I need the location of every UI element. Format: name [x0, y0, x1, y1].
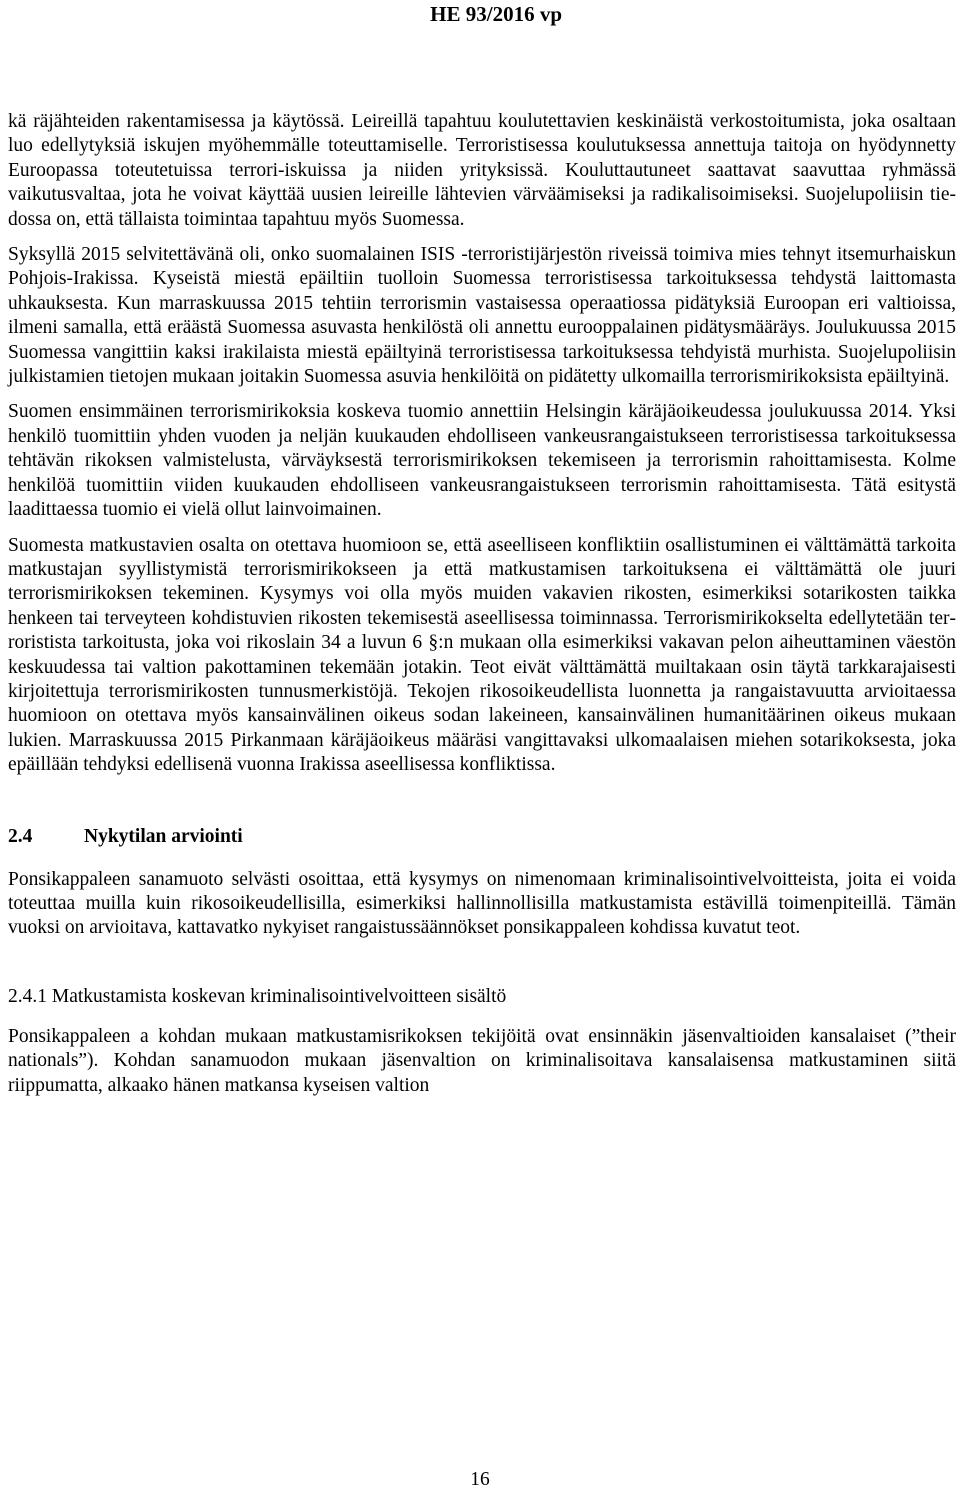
paragraph-first-verdict: Suomen ensimmäinen terrorismirikoksia koskeva tuomio annettiin Helsingin käräjäoikeudessa joulukuussa 2014. Yksi henkilö tuomittiin yhden vuoden ja neljän kuukauden ehdolliseen vankeusrangaistukseen terroristisessa tarkoituksessa tehtävän rikoksen valmistelusta, värväyksestä terrorismirikoksen tekemiseen ja terrorismin rahoittamisesta. Kolme henkilöä tuomittiin viiden kuukauden ehdolliseen vankeusrangaistukseen terrorismin rahoittamisesta. Tätä esitystä laadittaessa tuomio ei vielä ollut lainvoimainen. [8, 401, 956, 521]
subsection-heading: 2.4.1 Matkustamista koskevan kriminalisointivelvoitteen sisältö [8, 985, 507, 1007]
paragraph-travellers: Suomesta matkustavien osalta on otettava huomioon se, että aseelliseen konfliktiin osallistuminen ei välttämättä tarkoita matkustajan syyllistymistä terrorismirikokseen ja että matkustamisen tarkoituksena ei välttämättä ole juuri terrorismirikoksen tekeminen. Kysymys voi olla myös muiden vakavien rikosten, esimerkiksi sotarikosten taikka henkeen tai terveyteen kohdistuvien rikosten tekemisestä aseellisessa toiminnassa. Terrorismirikokselta edellytetään terroristista tarkoitusta, joka voi rikoslain 34 a luvun 6 §:n mukaan olla esimerkiksi vakavan pelon aiheuttaminen väestön keskuudessa tai valtion pakottaminen tekemään jotakin. Teot eivät välttämättä muiltakaan osin täytä tarkkarajaisesti kirjoitettuja terrorismirikosten tunnusmerkistöjä. Tekojen rikosoikeudellista luonnetta ja rangaistavuutta arvioitaessa huomioon on otettava myös kansainvälinen oikeus sodan lakeineen, kansainvälinen humanitäärinen oikeus mukaan lukien. Marraskuussa 2015 Pirkanmaan käräjäoikeus määräsi vangittavaksi ulkomaalaisen miehen sotarikoksesta, joka epäillään tehdyksi edellisenä vuonna Irakissa aseellisessa konfliktissa. [8, 534, 956, 776]
page-number: 16 [470, 1469, 490, 1490]
section-title: Nykytilan arviointi [84, 825, 243, 847]
document-body [8, 110, 956, 1098]
paragraph-training-camps: kä räjähteiden rakentamisessa ja käytössä. Leireillä tapahtuu koulutettavien keskinäistä verkostoitumista, joka osaltaan luo edellytyksiä iskujen myöhemmälle toteuttamiselle. Terroristisessa koulutuksessa annettuja taitoja on hyödynnetty Euroopassa toteutetuissa terrori-iskuissa ja niiden yrityksissä. Kouluttautuneet saattavat saavuttaa ryhmässä vaikutusvaltaa, jota he voivat käyttää uusien leireille lähtevien värväämiseksi ja radikalisoimiseksi. Suojelupoliisin tiedossa on, että tällaista toimintaa tapahtuu myös Suomessa. [8, 111, 956, 230]
section-number: 2.4 [8, 825, 33, 847]
subsection-paragraph: Ponsikappaleen a kohdan mukaan matkustamisrikoksen tekijöitä ovat ensinnäkin jäsenvaltioiden kansalaiset (”their nationals”). Kohdan sanamuodon mukaan jäsenvaltion on kriminalisoitava kansalaisensa matkustaminen siitä riippumatta, alkaako hänen matkansa kyseisen valtion [8, 1025, 956, 1096]
document-id-header: HE 93/2016 vp [430, 2, 562, 26]
section-heading [8, 825, 956, 849]
paragraph-autumn-2015: Syksyllä 2015 selvitettävänä oli, onko suomalainen ISIS -terroristijärjestön riveissä toimiva mies tehnyt itsemurhaiskun Pohjois-Irakissa. Kyseistä miestä epäiltiin tuolloin Suomessa terroristisessa tarkoituksessa tehdystä laittomasta uhkauksesta. Kun marraskuussa 2015 tehtiin terrorismin vastaisessa operaatiossa pidätyksiä Euroopan eri valtioissa, ilmeni samalla, että eräästä Suomessa asuvasta henkilöstä oli annettu eurooppalainen pidätysmääräys. Joulukuussa 2015 Suomessa vangittiin kaksi irakilaista miestä epäiltyinä terroristisessa tarkoituksessa tehdyistä murhista. Suojelupoliisin julkistamien tietojen mukaan joitakin Suomessa asuvia henkilöitä on pidätetty ulkomailla terrorismirikoksista epäiltyinä. [8, 244, 956, 388]
section-paragraph: Ponsikappaleen sanamuoto selvästi osoittaa, että kysymys on nimenomaan kriminalisointivelvoitteista, joita ei voida toteuttaa muilla kuin rikosoikeudellisilla, esimerkiksi hallinnollisilla matkustamista estävillä toimenpiteillä. Tämän vuoksi on arvioitava, kattavatko nykyiset rangaistussäännökset ponsikappaleen kohdissa kuvatut teot. [8, 868, 956, 939]
